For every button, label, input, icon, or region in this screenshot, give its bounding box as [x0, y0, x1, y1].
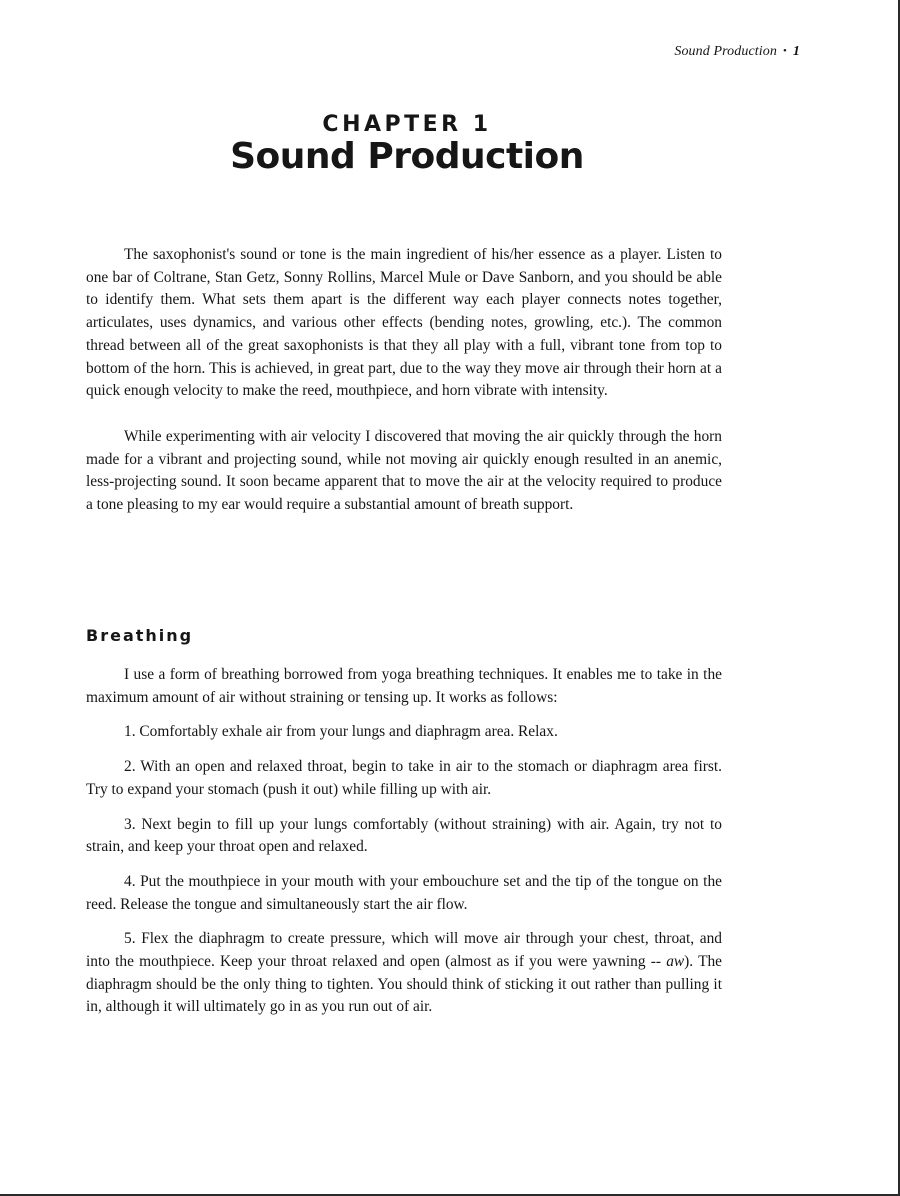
step5-text-before: 5. Flex the diaphragm to create pressure, which will move air through your chest, throat, and into the mouthpiece. Keep your throat relaxed and open (almost as if you were yawning -- [86, 930, 722, 971]
page-number: 1 [792, 44, 800, 59]
intro-section [86, 244, 722, 517]
chapter-title: Sound Production [230, 136, 584, 177]
breathing-step: 1. Comfortably exhale air from your lungs and diaphragm area. Relax. [124, 723, 558, 741]
step5-text-after: ). The diaphragm should be the only thing to tighten. You should think of sticking it out rather than pulling it in, although it will ultimately go in as you run out of air. [86, 953, 722, 1016]
intro-paragraph: The saxophonist's sound or tone is the main ingredient of his/her essence as a player. Listen to one bar of Coltrane, Stan Getz, Sonny Rollins, Marcel Mule or Dave Sanborn, and you should be able to identify them. What sets them apart is the different way each player connects notes together, articulates, uses dynamics, and various other effects (bending notes, growling, etc.). The common thread between all of the great saxophonists is that they all play with a full, vibrant tone from top to bottom of the horn. This is achieved, in great part, due to the way they move air through their horn at a quick enough velocity to make the reed, mouthpiece, and horn vibrate with intensity. [86, 246, 722, 400]
intro-paragraph: While experimenting with air velocity I discovered that moving the air quickly through the horn made for a vibrant and projecting sound, while not moving air quickly enough resulted in an anemic, less-projecting sound. It soon became apparent that to move the air at the velocity required to produce a tone pleasing to my ear would require a substantial amount of breath support. [86, 427, 722, 514]
breathing-step: 4. Put the mouthpiece in your mouth with your embouchure set and the tip of the tongue on the reed. Release the tongue and simultaneously start the air flow. [86, 872, 722, 913]
running-header [674, 44, 800, 60]
running-header-separator: • [782, 45, 787, 57]
breathing-intro-paragraph: I use a form of breathing borrowed from yoga breathing techniques. It enables me to take in the maximum amount of air without straining or tensing up. It works as follows: [86, 666, 722, 706]
chapter-label: CHAPTER 1 [322, 112, 492, 137]
section-heading-breathing: Breathing [86, 626, 194, 645]
breathing-step: 2. With an open and relaxed throat, begin to take in air to the stomach or diaphragm area first. Try to expand your stomach (push it out) while filling up with air. [86, 758, 722, 798]
breathing-step [86, 928, 722, 1019]
breathing-section [86, 664, 722, 1019]
step5-italic-aw: aw [666, 953, 685, 971]
breathing-step: 3. Next begin to fill up your lungs comfortably (without straining) with air. Again, try not to strain, and keep your throat open and relaxed. [86, 815, 722, 856]
running-header-title: Sound Production [674, 44, 777, 59]
